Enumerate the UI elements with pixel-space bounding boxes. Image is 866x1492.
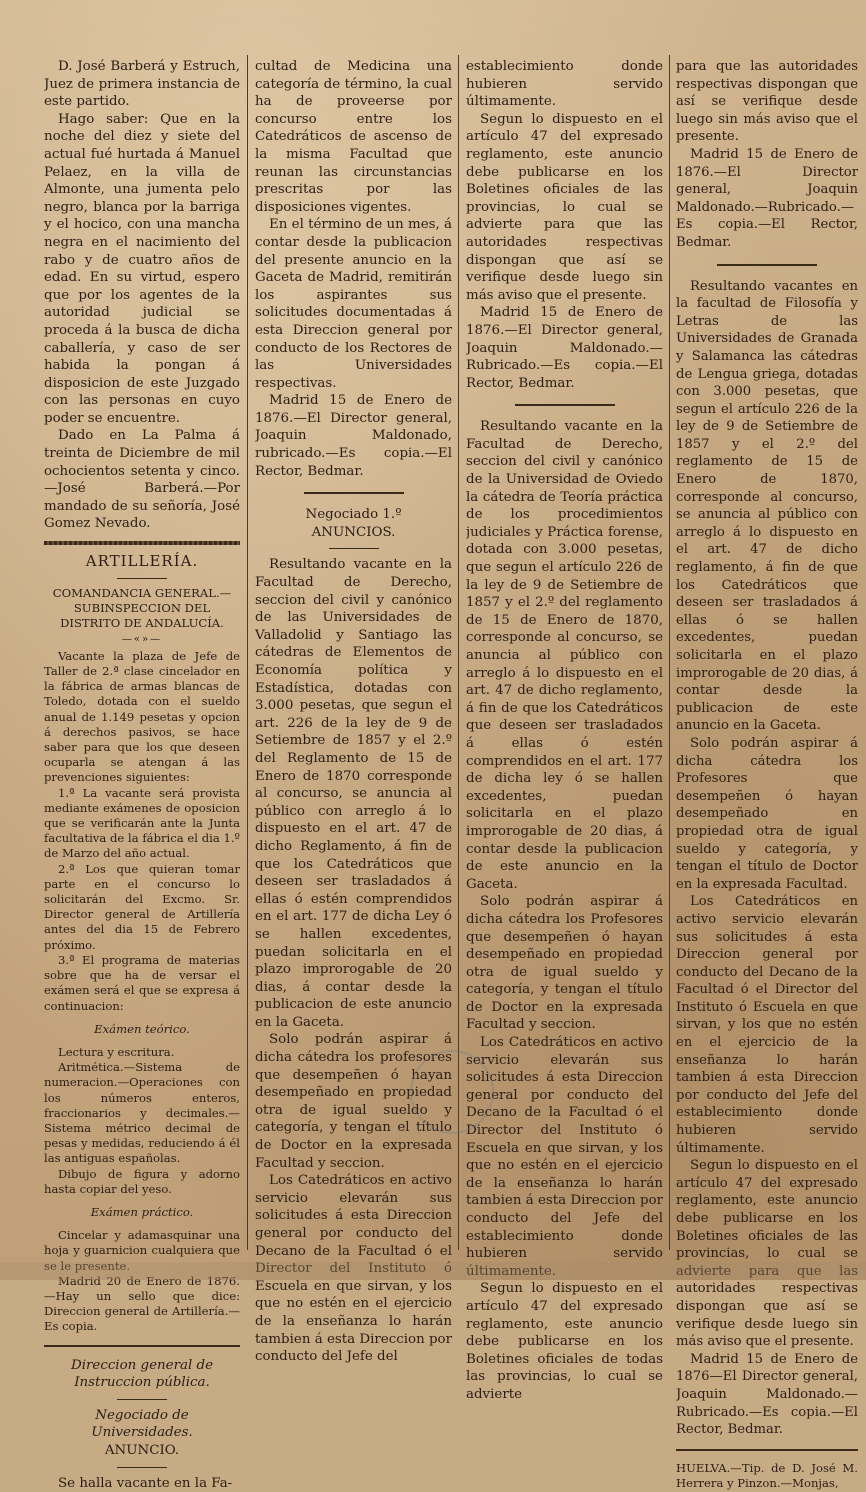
negociado-title: Negociado de Universidades. bbox=[91, 1407, 193, 1441]
philosophy-publication: Segun lo dispuesto en el artículo 47 del expresado reglamento, este anuncio debe publicarse en los Boletines oficiales de las provincias, lo cual se advierte para que las autoridades respectivas dispongan que así se verifique desde luego sin más aviso que el presente. bbox=[676, 1158, 858, 1350]
law-publication: Segun lo dispuesto en el artículo 47 del expresado reglamento, este anuncio debe publicarse en los Boletines oficiales de las provincias, lo cual se advierte para que las autoridades respectivas dispongan que así se verifique desde luego sin más aviso que el presente. bbox=[466, 111, 663, 303]
oviedo-publication: Segun lo dispuesto en el artículo 47 del expresado reglamento, este anuncio debe publicarse en los Boletines oficiales de todas las provincias, lo cual se advierte bbox=[466, 1281, 663, 1402]
artillery-rule-2: 2.ª Los que quieran tomar parte en el concurso lo solicitarán del Excmo. Sr. Director general de Artillería antes del dia 15 de Febrero próximo. bbox=[44, 861, 240, 952]
section-subheading: COMANDANCIA GENERAL.—SUBINSPECCION DEL DISTRITO DE ANDALUCÍA. bbox=[52, 585, 232, 631]
ornament: —«»— bbox=[121, 634, 163, 646]
medicine-term: En el término de un mes, á contar desde la publicacion del presente anuncio en la Gaceta de Madrid, remitirán los aspirantes sus solicitudes documentadas á esta Direccion general por conducto de los Rectores de las Universidades respectivas. bbox=[255, 217, 452, 391]
anuncio-title: ANUNCIO. bbox=[104, 1442, 180, 1458]
exam-practice-heading: Exámen práctico. bbox=[90, 1204, 194, 1219]
law-vacancy-valladolid: Resultando vacante en la Facultad de Derecho, seccion del civil y canónico de las Universidades de Valladolid y Santiago las cátedras de Elementos de Economía política y Estadística, dotadas con 3.000 pesetas, que segun el art. 226 de la ley de 9 de Setiembre de 1857 y el 2.º del Reglamento de 15 de Enero de 1870 corresponde al concurso, se anuncia al público con arreglo á lo dispuesto en el art. 47 de dicho Reglamento, á fin de que los Catedráticos que deseen ser trasladados á ellas ó estén comprendidos en el art. 177 de dicha Ley ó se hallen excedentes, puedan solicitarla en el plazo improrogable de 20 dias, á contar desde la publicacion de este anuncio en la Gaceta. bbox=[255, 557, 452, 1030]
oviedo-signature: Madrid 15 de Enero de 1876.—El Director general, Joaquin Maldonado.—Rubricado.—Es copia.—El Rector, Bedmar. bbox=[676, 146, 858, 250]
section-divider bbox=[44, 1345, 240, 1347]
section-title: ARTILLERÍA. bbox=[85, 552, 199, 571]
library-stamp bbox=[410, 1050, 494, 1134]
oviedo-applications: Los Catedráticos en activo servicio elevarán sus solicitudes á esta Direccion general por conducto del Decano de la Facultad ó el Director del Instituto ó Escuela en que sirvan, y los que no estén en el ejercicio de la enseñanza lo harán tambien á esta Direccion por conducto del Jefe del establecimiento donde hubieren servido últimamente. bbox=[466, 1035, 663, 1279]
judge-notice-body: Hago saber: Que en la noche del diez y siete del actual fué hurtada á Manuel Pelaez, en la villa de Almonte, una jumenta pelo negro, blanca por la barriga y el hocico, con una mancha negra en el nacimiento del rabo y de cuatro años de edad. En su virtud, espero que por los agentes de la autoridad judicial se proceda á la busca de dicha caballería, y caso de ser habida la pongan á disposicion de este Juzgado con las personas en cuyo poder se encuentre. bbox=[44, 111, 240, 426]
oviedo-publication-cont: para que las autoridades respectivas dispongan que así se verifique desde luego sin más aviso que el presente. bbox=[676, 59, 858, 145]
philosophy-applications: Los Catedráticos en activo servicio elevarán sus solicitudes á esta Direccion general por conducto del Decano de la Facultad ó el Director del Instituto ó Escuela en que sirvan, y los que no estén en el ejercicio de la enseñanza lo harán tambien á esta Direccion por conducto del Jefe del establecimiento donde hubieren servido últimamente. bbox=[676, 894, 858, 1156]
philosophy-requirements: Solo podrán aspirar á dicha cátedra los Profesores que desempeñen ó hayan desempeñado en propiedad otra de igual sueldo y categoría, y tengan el título de Doctor en la expresada Facultad. bbox=[676, 735, 858, 892]
law-vacancy-oviedo: Resultando vacante en la Facultad de Derecho, seccion del civil y canónico de la Universidad de Oviedo la cátedra de Teoría práctica de los procedimientos judiciales y Práctica forense, dotada con 3.000 pesetas, que segun el artículo 226 de la ley de 9 de Setiembre de 1857 y el 2.º del reglamento de 15 de Enero de 1870, corresponde al concurso, se anuncia al público con arreglo á lo dispuesto en el art. 47 de dicho reglamento, á fin de que los Catedráticos que deseen ser trasladados á ellas ó estén comprendidos en el art. 177 de dicha ley ó se hallen excedentes, puedan solicitarla en el plazo improrogable de 20 dias, á contar desde la publicacion de este anuncio en la Gaceta. bbox=[466, 419, 663, 892]
exam-chisel: Cincelar y adamasquinar una hoja y guarnicion cualquiera que se le presente. bbox=[44, 1228, 240, 1273]
anuncios-title: ANUNCIOS. bbox=[311, 524, 396, 540]
short-rule bbox=[117, 1467, 167, 1468]
artillery-rule-1: 1.ª La vacante será provista mediante exámenes de oposicion que se verificarán ante la Junta facultativa de la fábrica el dia 1.º de Marzo del año actual. bbox=[44, 785, 240, 861]
exam-arithmetic: Aritmética.—Sistema de numeracion.—Operaciones con los números enteros, fraccionarios y decimales.—Sistema métrico decimal de pesas y medidas, reduciendo á él las antiguas españolas. bbox=[44, 1060, 240, 1166]
column-divider bbox=[669, 55, 670, 1250]
page-edge bbox=[0, 1262, 866, 1280]
philosophy-vacancy: Resultando vacantes en la facultad de Filosofía y Letras de las Universidades de Granada y Salamanca las cátedras de Lengua griega, dotadas con 3.000 pesetas, que segun el artículo 226 de la ley de 9 de Setiembre de 1857 y el 2.º del reglamento de 15 de Enero de 1870, corresponde al concurso, se anuncia al público con arreglo á lo dispuesto en el art. 47 de dicho reglamento, á fin de que los Catedráticos que deseen ser trasladados á ellas ó se hallen excedentes, puedan solicitarla en el plazo improrogable de 20 dias, á contar desde la publicacion de este anuncio en la Gaceta. bbox=[676, 278, 858, 734]
law-requirements: Solo podrán aspirar á dicha cátedra los profesores que desempeñen ó hayan desempeñado en propiedad otra de igual sueldo y categoría, y tengan el título de Doctor en la expresada Facultad y seccion. bbox=[255, 1032, 452, 1171]
column-3 bbox=[466, 58, 663, 1404]
printer-imprint: HUELVA.—Tip. de D. José M. Herrera y Pinzon.—Monjas, bbox=[676, 1460, 858, 1490]
column-2 bbox=[255, 58, 452, 1366]
imprint-divider bbox=[676, 1449, 858, 1451]
medicine-vacancy-cont: cultad de Medicina una categoría de término, la cual ha de proveerse por concurso entre los Catedráticos de ascenso de la misma Facultad que reunan las circunstancias prescritas por las disposiciones vigentes. bbox=[255, 59, 452, 215]
judge-notice-signature: Dado en La Palma á treinta de Diciembre de mil ochocientos setenta y cinco.—José Barberá.—Por mandado de su señoría, José Gomez Nevado. bbox=[44, 428, 240, 532]
column-divider bbox=[247, 55, 248, 1250]
section-divider bbox=[717, 264, 817, 266]
direction-title: Direccion general de Instruccion pública. bbox=[70, 1357, 214, 1391]
law-applications: Los Catedráticos en activo servicio elevarán sus solicitudes á esta Direccion general por conducto del Decano de la Facultad ó el Director del Instituto ó Escuela en que sirvan, y los que no estén en el ejercicio de la enseñanza lo harán tambien á esta Direccion por conducto del Jefe del bbox=[255, 1173, 452, 1365]
philosophy-signature: Madrid 15 de Enero de 1876—El Director general, Joaquin Maldonado.—Rubricado.—Es copia.—El Rector, Bedmar. bbox=[676, 1351, 858, 1438]
medicine-signature: Madrid 15 de Enero de 1876.—El Director general, Joaquin Maldonado, rubricado.—Es copia.—El Rector, Bedmar. bbox=[255, 393, 452, 479]
short-rule bbox=[117, 1399, 167, 1400]
medicine-vacancy-start: Se halla vacante en la Fa- bbox=[58, 1475, 233, 1491]
exam-reading: Lectura y escritura. bbox=[58, 1044, 175, 1059]
section-divider bbox=[304, 492, 404, 494]
law-signature: Madrid 15 de Enero de 1876.—El Director general, Joaquin Maldonado.—Rubricado.—Es copia.—El Rector, Bedmar. bbox=[466, 305, 663, 391]
section-divider bbox=[515, 404, 615, 406]
artillery-vacancy: Vacante la plaza de Jefe de Taller de 2.ª clase cincelador en la fábrica de armas blancas de Toledo, dotada con el sueldo anual de 1.149 pesetas y opcion á derechos pasivos, se hace saber para que los que deseen ocuparla se atengan á las prevenciones siguientes: bbox=[44, 648, 240, 785]
short-rule bbox=[117, 578, 167, 579]
artillery-signature: Madrid 20 de Enero de 1876.—Hay un sello que dice: Direccion general de Artillería.—Es copia. bbox=[44, 1273, 240, 1334]
exam-theory-heading: Exámen teórico. bbox=[94, 1021, 190, 1036]
artillery-rule-3: 3.ª El programa de materias sobre que ha de versar el exámen será el que se expresa á continuacion: bbox=[44, 952, 240, 1013]
section-divider bbox=[44, 541, 240, 545]
judge-notice-heading: D. José Barberá y Estruch, Juez de primera instancia de este partido. bbox=[44, 59, 240, 110]
negociado-1: Negociado 1.º bbox=[305, 507, 402, 523]
oviedo-requirements: Solo podrán aspirar á dicha cátedra los Profesores que desempeñen ó hayan desempeñado en propiedad otra de igual sueldo y categoría, y tengan el título de Doctor en la expresada Facultad y seccion. bbox=[466, 894, 663, 1033]
law-applications-cont: establecimiento donde hubieren servido últimamente. bbox=[466, 59, 663, 110]
short-rule bbox=[329, 548, 379, 549]
exam-drawing: Dibujo de figura y adorno hasta copiar del yeso. bbox=[44, 1166, 240, 1196]
